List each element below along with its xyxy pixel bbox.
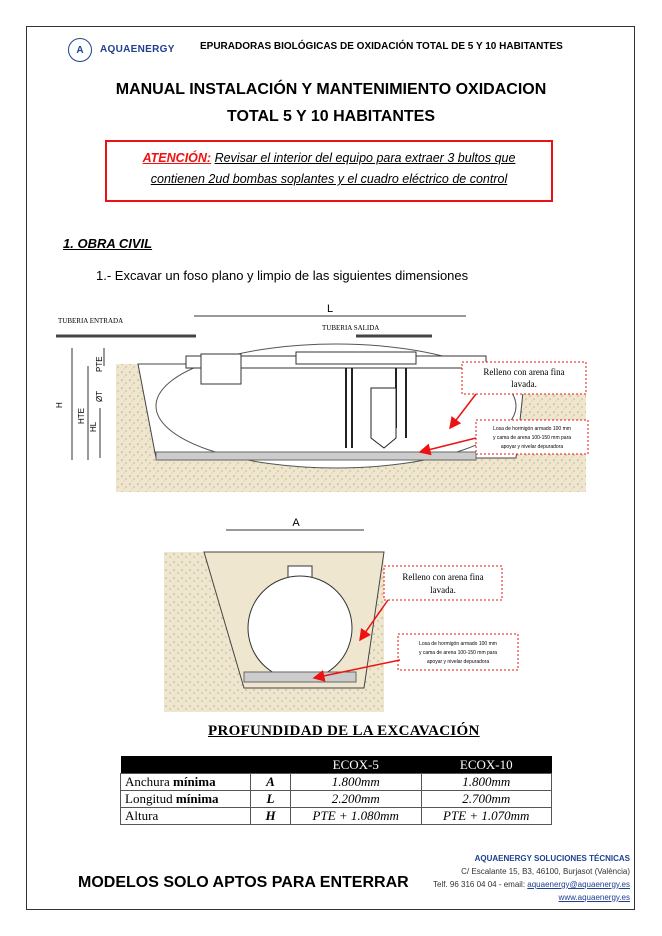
- header-doc-title: EPURADORAS BIOLÓGICAS DE OXIDACIÓN TOTAL DE 5 Y 10 HABITANTES: [200, 41, 563, 52]
- warning-box: [105, 140, 553, 202]
- note-losa-line3: apoyar y nivelar depuradora: [500, 444, 564, 450]
- concrete-slab: [156, 452, 476, 460]
- row-value-ecox10: PTE + 1.070mm: [421, 808, 552, 825]
- dim-label-L: L: [326, 303, 334, 315]
- table-header-ecox5: ECOX-5: [291, 756, 422, 774]
- step-1-text: 1.- Excavar un foso plano y limpio de las siguientes dimensiones: [96, 268, 469, 283]
- note-losa-line2: y cama de arena 100-150 mm para: [418, 650, 498, 656]
- brand-logo-icon: A: [68, 38, 92, 62]
- row-value-ecox5: 1.800mm: [291, 774, 422, 791]
- tank-manhole: [296, 352, 416, 364]
- table-header-row: [121, 756, 552, 774]
- row-label: Anchura mínima: [121, 774, 251, 791]
- note-relleno-line2: lavada.: [430, 585, 456, 595]
- dim-label-H: H: [55, 402, 64, 408]
- row-value-ecox5: 2.200mm: [291, 791, 422, 808]
- row-value-ecox5: PTE + 1.080mm: [291, 808, 422, 825]
- excavation-table: [120, 756, 552, 825]
- dim-label-HTE: HTE: [77, 408, 86, 424]
- note-relleno-line1: Relleno con arena fina: [483, 367, 565, 377]
- row-key: H: [251, 808, 291, 825]
- table-row: [121, 774, 552, 791]
- note-losa-line1: Losa de hormigón armado 100 mm: [419, 641, 497, 647]
- table-row: [121, 808, 552, 825]
- row-value-ecox10: 2.700mm: [421, 791, 552, 808]
- row-label: Longitud mínima: [121, 791, 251, 808]
- note-losa-line2: y cama de arena 100-150 mm para: [492, 435, 572, 441]
- dim-label-HL: HL: [89, 421, 98, 432]
- note-losa-line1: Losa de hormigón armado 100 mm: [493, 426, 571, 432]
- table-header-ecox10: ECOX-10: [421, 756, 552, 774]
- cross-section-diagram: [164, 512, 520, 712]
- company-name: AQUAENERGY SOLUCIONES TÉCNICAS: [474, 854, 630, 863]
- row-key: A: [251, 774, 291, 791]
- page-title-line2: TOTAL 5 Y 10 HABITANTES: [226, 108, 436, 125]
- section-title: 1. OBRA CIVIL: [63, 236, 153, 251]
- dim-label-A: A: [292, 517, 300, 529]
- dim-label-OT: ØT: [95, 390, 104, 402]
- label-tuberia-salida: TUBERIA SALIDA: [322, 324, 380, 332]
- warning-text-line1: Revisar el interior del equipo para extraer 3 bultos que: [214, 151, 516, 165]
- note-relleno-line1: Relleno con arena fina: [402, 572, 484, 582]
- company-info: [433, 852, 630, 904]
- dim-label-PTE: PTE: [95, 356, 104, 372]
- email-link[interactable]: aquaenergy@aquaenergy.es: [527, 880, 630, 889]
- page-title-line1: MANUAL INSTALACIÓN Y MANTENIMIENTO OXIDACION: [115, 81, 547, 98]
- concrete-slab: [244, 672, 356, 682]
- excavation-table-title: PROFUNDIDAD DE LA EXCAVACIÓN: [208, 723, 480, 739]
- company-contact: Telf. 96 316 04 04 - email: aquaenergy@aquaenergy.es: [433, 880, 630, 889]
- note-losa-line3: apoyar y nivelar depuradora: [426, 659, 490, 665]
- label-tuberia-entrada: TUBERIA ENTRADA: [58, 317, 124, 325]
- row-label: Altura: [121, 808, 251, 825]
- warning-label: ATENCIÓN:: [142, 151, 212, 165]
- company-address: C/ Escalante 15, B3, 46100, Burjasot (València): [461, 867, 630, 876]
- warning-text-line2: contienen 2ud bombas soplantes y el cuadro eléctrico de control: [150, 172, 508, 186]
- table-header: [121, 756, 251, 774]
- inlet-chamber: [201, 354, 241, 384]
- website-link[interactable]: www.aquaenergy.es: [558, 893, 630, 902]
- note-relleno-line2: lavada.: [511, 379, 537, 389]
- row-value-ecox10: 1.800mm: [421, 774, 552, 791]
- footer-notice: MODELOS SOLO APTOS PARA ENTERRAR: [78, 874, 409, 891]
- table-row: [121, 791, 552, 808]
- table-header: [251, 756, 291, 774]
- row-key: L: [251, 791, 291, 808]
- longitudinal-section-diagram: [56, 298, 592, 494]
- tank-body: [248, 576, 352, 680]
- clarifier-cone: [371, 388, 396, 448]
- brand-name: AQUAENERGY: [100, 44, 175, 55]
